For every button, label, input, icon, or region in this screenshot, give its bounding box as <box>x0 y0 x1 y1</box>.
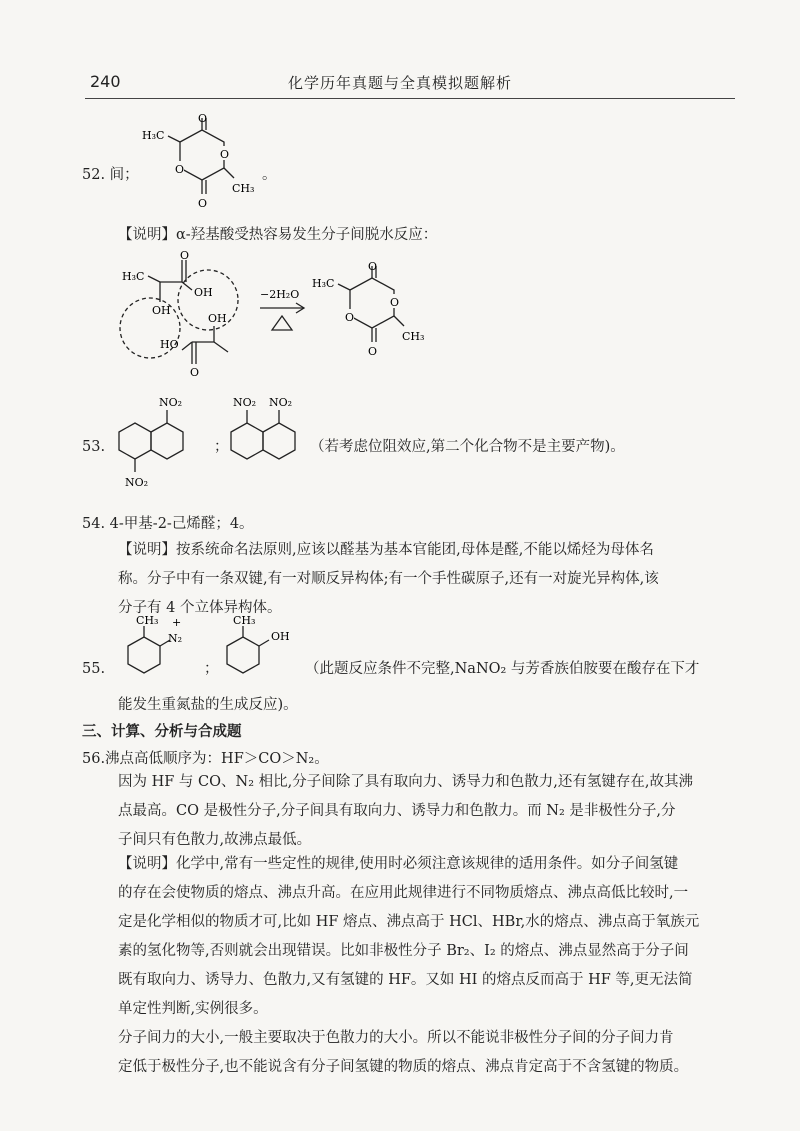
nitro-label: NO₂ <box>125 476 149 489</box>
text-line: 既有取向力、诱导力、色散力,又有氢键的 HF。又如 HI 的熔点反而高于 HF 等,更无法简 <box>118 972 693 988</box>
nitro-label: NO₂ <box>159 396 183 409</box>
diazonium-structure <box>110 612 200 696</box>
q52-end: 。 <box>262 167 277 183</box>
text-line: 单定性判断,实例很多。 <box>118 1001 268 1017</box>
carbonyl-oxygen: O <box>198 197 208 210</box>
hydroxyl-label: HO <box>160 338 179 351</box>
q52-label: 52. 间； <box>82 167 139 183</box>
q53-note: （若考虑位阻效应,第二个化合物不是主要产物)。 <box>310 439 625 455</box>
text-line: 【说明】按系统命名法原则,应该以醛基为基本官能团,母体是醛,不能以烯烃为母体名 <box>118 542 654 558</box>
methyl-label: CH₃ <box>402 330 425 343</box>
text-line: 【说明】化学中,常有一些定性的规律,使用时必须注意该规律的适用条件。如分子间氢键 <box>118 856 679 872</box>
hydroxyl-label: OH <box>194 286 213 299</box>
text-line: 分子有 4 个立体异构体。 <box>118 600 282 616</box>
diazonium-label: N₂ <box>168 632 183 645</box>
dehydration-reaction-scheme <box>100 250 460 380</box>
text-line: 定是化学相似的物质才可,比如 HF 熔点、沸点高于 HCl、HBr,水的熔点、沸点高于氧族元 <box>118 914 700 930</box>
page-number: 240 <box>90 72 121 91</box>
q55-label: 55. <box>82 661 106 677</box>
cresol-structure <box>215 612 305 696</box>
nitronaphthalene-structure-1 <box>105 388 205 500</box>
text-line: 因为 HF 与 CO、N₂ 相比,分子间除了具有取向力、诱导力和色散力,还有氢键存在,故其沸 <box>118 774 693 790</box>
ring-oxygen: O <box>175 163 185 176</box>
carbonyl-oxygen: O <box>368 260 378 273</box>
text-line: 子间只有色散力,故沸点最低。 <box>118 832 312 848</box>
text-line: 点最高。CO 是极性分子,分子间具有取向力、诱导力和色散力。而 N₂ 是非极性分子,分 <box>118 803 676 819</box>
ring-oxygen: O <box>390 296 400 309</box>
text-line: 分子间力的大小,一般主要取决于色散力的大小。所以不能说非极性分子间的分子间力肯 <box>118 1030 674 1046</box>
text-line: 称。分子中有一条双键,有一对顺反异构体;有一个手性碳原子,还有一对旋光异构体,该 <box>118 571 659 587</box>
q55-separator: ； <box>204 661 219 677</box>
q55-note-line1: （此题反应条件不完整,NaNO₂ 与芳香族伯胺要在酸存在下才 <box>305 661 700 677</box>
header-rule <box>85 98 735 99</box>
hydroxyl-label: OH <box>152 304 171 317</box>
reaction-condition: −2H₂O <box>260 288 300 301</box>
q55-note-line2: 能发生重氮盐的生成反应)。 <box>118 697 298 713</box>
ring-oxygen: O <box>220 148 230 161</box>
carbonyl-oxygen: O <box>180 250 190 262</box>
nitro-label: NO₂ <box>269 396 293 409</box>
q53-separator: ； <box>214 439 229 455</box>
text-line: 的存在会使物质的熔点、沸点升高。在应用此规律进行不同物质熔点、沸点高低比较时,一 <box>118 885 689 901</box>
carbonyl-oxygen: O <box>198 112 208 125</box>
q56-answer: 56.沸点高低顺序为：HF＞CO＞N₂。 <box>82 751 329 767</box>
carbonyl-oxygen: O <box>190 366 200 379</box>
section-heading: 三、计算、分析与合成题 <box>82 723 242 740</box>
hydroxyl-label: OH <box>271 630 290 643</box>
ring-oxygen: O <box>345 311 355 324</box>
q54-answer: 54. 4-甲基-2-己烯醛；4。 <box>82 516 254 532</box>
q53-label: 53. <box>82 439 106 455</box>
methyl-label: H₃C <box>142 129 165 142</box>
hydroxyl-label: OH <box>208 312 227 325</box>
charge-label: + <box>172 616 182 629</box>
nitro-label: NO₂ <box>233 396 257 409</box>
carbonyl-oxygen: O <box>368 345 378 358</box>
methyl-label: CH₃ <box>232 182 255 195</box>
methyl-label: H₃C <box>312 277 335 290</box>
lactide-structure-1 <box>140 112 260 217</box>
q54-note <box>118 536 659 623</box>
methyl-label: CH₃ <box>136 614 159 627</box>
q56-explanation <box>118 768 693 855</box>
q52-note: 【说明】α-羟基酸受热容易发生分子间脱水反应： <box>118 227 438 243</box>
methyl-label: CH₃ <box>233 614 256 627</box>
q56-note <box>118 850 699 1082</box>
nitronaphthalene-structure-2 <box>225 388 325 478</box>
text-line: 素的氢化物等,否则就会出现错误。比如非极性分子 Br₂、I₂ 的熔点、沸点显然高于分子间 <box>118 943 689 959</box>
book-title: 化学历年真题与全真模拟题解析 <box>287 74 512 92</box>
methyl-label: H₃C <box>122 270 145 283</box>
text-line: 定低于极性分子,也不能说含有分子间氢键的物质的熔点、沸点肯定高于不含氢键的物质。 <box>118 1059 689 1075</box>
